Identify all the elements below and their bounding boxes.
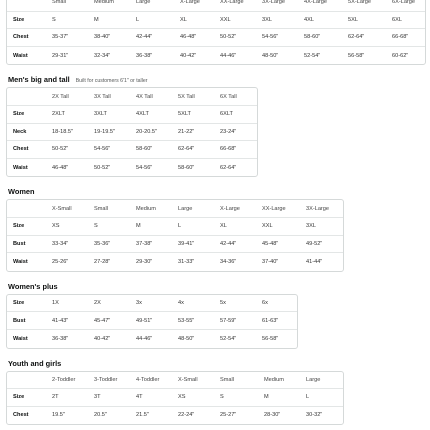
table-cell: 3T <box>89 389 131 407</box>
table-row <box>7 12 425 30</box>
column-header: 3X Tall <box>89 88 131 106</box>
table-cell: 6XLT <box>215 106 257 124</box>
table-cell: 20.5" <box>94 412 107 419</box>
table-cell: 46-48" <box>52 164 69 171</box>
table-row <box>7 389 343 407</box>
row-label: Chest <box>7 141 47 159</box>
table-cell: 56-58" <box>262 335 279 342</box>
column-header: Medium <box>259 372 301 390</box>
column-header: 5X Tall <box>173 88 215 106</box>
table-cell: 52-54" <box>220 335 237 342</box>
table-cell: 36-38" <box>52 335 69 342</box>
row-label: Waist <box>13 164 28 171</box>
table-cell: M <box>89 12 131 30</box>
section-title <box>0 185 430 199</box>
table-row <box>7 295 297 313</box>
table-cell: 21.5" <box>136 412 149 419</box>
table-cell: XS <box>47 218 89 236</box>
table-cell: 62-64" <box>173 141 215 159</box>
table-cell: 41-43" <box>47 312 89 330</box>
column-header: 4-Toddler <box>131 372 173 390</box>
section-title-text: Men's big and tall <box>8 75 70 85</box>
section-title-text: Women <box>8 187 35 197</box>
column-header: 4X Tall <box>131 88 173 106</box>
table-cell: L <box>173 218 215 236</box>
column-header: 2-Toddler <box>47 372 89 390</box>
section-title <box>0 357 430 371</box>
table-cell: 3XL <box>257 12 299 30</box>
header-corner <box>7 200 47 218</box>
column-header: 3X-Large <box>301 200 343 218</box>
row-label: Chest <box>7 29 47 47</box>
table-cell: XL <box>175 12 215 30</box>
table-cell: 45-48" <box>257 236 301 254</box>
column-header: 5X-Large <box>343 0 387 12</box>
table-cell: 46-48" <box>175 29 215 47</box>
table-row <box>7 29 425 47</box>
table-cell: 40-42" <box>180 52 197 59</box>
table-cell: 22-24" <box>178 412 195 419</box>
section-gap <box>0 65 430 73</box>
column-header: XX-Large <box>257 200 301 218</box>
table-cell: 35-37" <box>47 29 89 47</box>
table-cell: 27-28" <box>94 258 111 265</box>
table-row <box>7 124 257 142</box>
table-cell: 19-19.5" <box>89 124 131 142</box>
table-cell: 30-32" <box>306 412 323 419</box>
table-cell: 41-44" <box>306 258 323 265</box>
table-cell: 5x <box>215 295 257 313</box>
size-section <box>0 272 430 349</box>
table-cell: S <box>89 218 131 236</box>
column-header: 4X-Large <box>299 0 343 12</box>
size-section <box>0 0 430 65</box>
table-cell: 42-44" <box>131 29 175 47</box>
table-cell: 6x <box>257 295 297 313</box>
table-cell: 44-46" <box>136 335 153 342</box>
table-cell: 50-52" <box>215 29 257 47</box>
table-cell: 18-18.5" <box>47 124 89 142</box>
table-cell: 31-33" <box>178 258 195 265</box>
table-cell: 53-55" <box>173 312 215 330</box>
column-header: Large <box>173 200 215 218</box>
table-cell: M <box>131 218 173 236</box>
table-cell: XXL <box>257 218 301 236</box>
column-header: Small <box>89 200 131 218</box>
table-cell: 36-38" <box>136 52 153 59</box>
row-label: Bust <box>7 312 47 330</box>
header-corner <box>7 0 47 12</box>
column-header: Small <box>47 0 89 12</box>
column-header: Medium <box>131 200 173 218</box>
table-cell: 66-68" <box>215 141 257 159</box>
table-cell: 42-44" <box>215 236 257 254</box>
header-corner <box>7 88 47 106</box>
size-table <box>6 199 344 271</box>
table-cell: 25-26" <box>52 258 69 265</box>
table-cell: 40-42" <box>94 335 111 342</box>
table-row <box>7 253 343 271</box>
table-cell: 60-62" <box>392 52 409 59</box>
section-title <box>0 73 430 87</box>
table-cell: 54-56" <box>257 29 299 47</box>
section-title <box>0 280 430 294</box>
row-label: Size <box>7 295 47 313</box>
table-cell: 29-30" <box>136 258 153 265</box>
table-row <box>7 47 425 65</box>
column-header: X-Large <box>215 200 257 218</box>
row-label: Size <box>7 389 47 407</box>
table-cell: XL <box>215 218 257 236</box>
column-header: XX-Large <box>215 0 257 12</box>
column-header: Large <box>301 372 343 390</box>
table-cell: 62-64" <box>220 164 237 171</box>
column-header: 3-Toddler <box>89 372 131 390</box>
table-header-row <box>7 88 257 106</box>
table-cell: 4XLT <box>131 106 173 124</box>
table-cell: 54-56" <box>136 164 153 171</box>
table-cell: 2XLT <box>47 106 89 124</box>
table-cell: 5XLT <box>173 106 215 124</box>
table-cell: 6XL <box>387 12 425 30</box>
table-cell: 3x <box>131 295 173 313</box>
size-table <box>6 87 258 177</box>
table-cell: 58-60" <box>131 141 173 159</box>
table-header-row <box>7 0 425 12</box>
table-cell: 20-20.5" <box>131 124 173 142</box>
table-cell: 37-38" <box>131 236 173 254</box>
table-cell: 52-54" <box>304 52 321 59</box>
row-label: Chest <box>13 412 29 419</box>
size-section <box>0 65 430 177</box>
table-cell: 44-46" <box>220 52 237 59</box>
table-cell: 49-52" <box>301 236 343 254</box>
table-cell: 35-36" <box>89 236 131 254</box>
table-row <box>7 312 297 330</box>
row-label: Waist <box>13 258 28 265</box>
table-cell: M <box>259 389 301 407</box>
table-cell: 1X <box>47 295 89 313</box>
section-gap <box>0 177 430 185</box>
table-cell: L <box>301 389 343 407</box>
table-cell: 62-64" <box>343 29 387 47</box>
size-section <box>0 177 430 271</box>
table-cell: 4T <box>131 389 173 407</box>
table-row <box>7 141 257 159</box>
table-row <box>7 236 343 254</box>
column-header: X-Small <box>173 372 215 390</box>
table-cell: 29-31" <box>52 52 69 59</box>
table-cell: 58-60" <box>299 29 343 47</box>
table-cell: S <box>215 389 259 407</box>
table-cell: 58-60" <box>178 164 195 171</box>
size-table <box>6 0 426 65</box>
table-cell: 3XL <box>301 218 343 236</box>
table-row <box>7 330 297 348</box>
section-gap <box>0 349 430 357</box>
table-cell: 50-52" <box>47 141 89 159</box>
section-note: Built for customers 6'1" or taller <box>75 78 148 85</box>
table-cell: 25-27" <box>220 412 237 419</box>
size-table <box>6 294 298 349</box>
table-cell: 54-56" <box>89 141 131 159</box>
table-cell: 48-50" <box>262 52 279 59</box>
column-header: 6X-Large <box>387 0 425 12</box>
table-cell: L <box>131 12 175 30</box>
row-label: Bust <box>7 236 47 254</box>
section-title-text: Youth and girls <box>8 358 62 368</box>
table-cell: 66-68" <box>387 29 425 47</box>
table-cell: 49-51" <box>131 312 173 330</box>
table-cell: 21-22" <box>173 124 215 142</box>
row-label: Size <box>7 12 47 30</box>
table-cell: 33-34" <box>47 236 89 254</box>
column-header: X-Small <box>47 200 89 218</box>
table-cell: 56-58" <box>348 52 365 59</box>
table-cell: 57-59" <box>215 312 257 330</box>
table-cell: 19.5" <box>52 412 65 419</box>
table-cell: S <box>47 12 89 30</box>
table-cell: 3XLT <box>89 106 131 124</box>
row-label: Neck <box>7 124 47 142</box>
header-corner <box>7 372 47 390</box>
table-cell: 39-41" <box>173 236 215 254</box>
table-row <box>7 106 257 124</box>
column-header: Medium <box>89 0 131 12</box>
table-cell: XS <box>173 389 215 407</box>
table-row <box>7 159 257 177</box>
table-cell: 32-34" <box>94 52 111 59</box>
table-cell: XXL <box>215 12 257 30</box>
table-cell: 50-52" <box>94 164 111 171</box>
table-cell: 2T <box>47 389 89 407</box>
table-cell: 23-24" <box>215 124 257 142</box>
table-cell: 37-40" <box>262 258 279 265</box>
table-cell: 4XL <box>299 12 343 30</box>
size-table <box>6 371 344 426</box>
section-title-text: Women's plus <box>8 281 58 291</box>
row-label: Size <box>7 218 47 236</box>
column-header: Small <box>215 372 259 390</box>
row-label: Waist <box>13 335 28 342</box>
table-cell: 2X <box>89 295 131 313</box>
row-label: Waist <box>13 52 28 59</box>
table-header-row <box>7 200 343 218</box>
row-label: Size <box>7 106 47 124</box>
table-cell: 5XL <box>343 12 387 30</box>
column-header: X-Large <box>175 0 215 12</box>
table-cell: 45-47" <box>89 312 131 330</box>
table-row <box>7 407 343 425</box>
table-cell: 34-36" <box>220 258 237 265</box>
table-cell: 48-50" <box>178 335 195 342</box>
table-cell: 61-63" <box>257 312 297 330</box>
table-cell: 4x <box>173 295 215 313</box>
column-header: 2X Tall <box>47 88 89 106</box>
table-header-row <box>7 372 343 390</box>
table-cell: 28-30" <box>264 412 281 419</box>
section-gap <box>0 272 430 280</box>
column-header: 6X Tall <box>215 88 257 106</box>
column-header: 3X-Large <box>257 0 299 12</box>
column-header: Large <box>131 0 175 12</box>
table-cell: 38-40" <box>89 29 131 47</box>
size-section <box>0 349 430 426</box>
table-row <box>7 218 343 236</box>
